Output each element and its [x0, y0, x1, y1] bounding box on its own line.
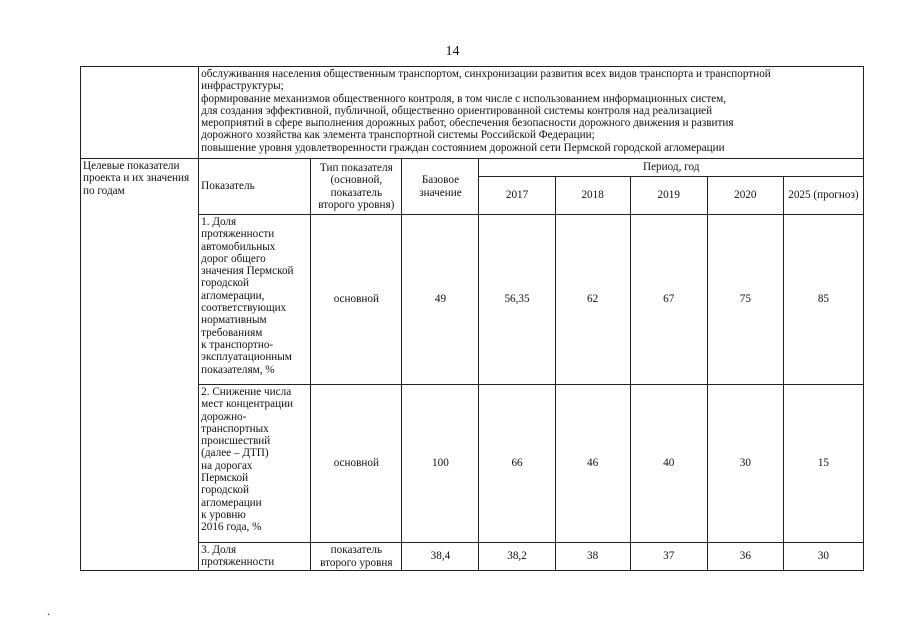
indicator-name-line: Пермской	[201, 472, 249, 485]
indicator-name-cell	[199, 385, 311, 543]
table-row	[81, 385, 864, 543]
indicator-value-2025: 15	[783, 385, 863, 543]
indicator-base-value: 49	[402, 215, 479, 385]
indicator-name-line: показателям, %	[201, 363, 275, 376]
indicator-name-line: к уровню	[201, 508, 246, 521]
indicator-base-value: 38,4	[402, 543, 479, 571]
indicator-name-line: значения Пермской	[201, 265, 294, 278]
indicator-name-line: протяженности	[201, 228, 275, 241]
indicator-name-line: городской	[201, 277, 250, 290]
indicator-type: показатель второго уровня	[311, 543, 402, 571]
intro-line: мероприятий в сфере выполнения дорожных работ, обеспечения безопасности дорожного движения и развития	[201, 117, 734, 130]
page-number: 14	[445, 44, 460, 59]
indicator-name-line: к транспортно-	[201, 338, 274, 351]
indicator-name-line: 3. Доля	[201, 544, 237, 556]
indicator-value-2019: 67	[630, 215, 707, 385]
indicator-value-2019: 40	[630, 385, 707, 543]
indicator-value-2020: 36	[707, 543, 783, 571]
indicator-value-2018: 62	[555, 215, 630, 385]
intro-line: инфраструктуры;	[201, 80, 284, 93]
intro-line: обслуживания населения общественным транспортом, синхронизации развития всех видов транспорта и транспортной	[201, 68, 771, 80]
indicator-value-2020: 75	[707, 215, 783, 385]
indicator-type: основной	[311, 385, 402, 543]
indicator-value-2025: 30	[783, 543, 863, 571]
target-indicators-table	[80, 66, 864, 571]
intro-line: для создания эффективной, публичной, общественно ориентированной системы контроля над реализацией	[201, 104, 713, 117]
indicator-value-2017: 66	[479, 385, 555, 543]
intro-empty-cell	[81, 67, 199, 159]
indicator-base-value: 100	[402, 385, 479, 543]
indicator-value-2019: 37	[630, 543, 707, 571]
section-label-cell	[81, 159, 199, 571]
header-type: Тип показателя (основной, показатель второго уровня)	[311, 159, 402, 215]
indicator-name-line: мест концентрации	[201, 398, 294, 411]
section-label: Целевые показатели проекта и их значения по годам	[83, 160, 190, 197]
table-row	[81, 215, 864, 385]
indicator-name-line: дорожно-	[201, 410, 247, 423]
indicator-name-line: транспортных	[201, 422, 269, 435]
intro-line: повышение уровня удовлетворенности граждан состоянием дорожной сети Пермской городской агломерации	[201, 141, 725, 154]
header-period: Период, год	[479, 159, 864, 177]
intro-row	[81, 67, 864, 159]
intro-text-cell	[199, 67, 864, 159]
indicator-name-line: требованиям	[201, 326, 263, 339]
indicator-value-2018: 46	[555, 385, 630, 543]
indicator-name-line: протяженности	[201, 556, 275, 569]
indicator-name-line: 2. Снижение числа	[201, 386, 292, 398]
indicator-name-line: на дорогах	[201, 459, 253, 472]
indicator-value-2018: 38	[555, 543, 630, 571]
indicator-value-2017: 38,2	[479, 543, 555, 571]
indicator-name-line: агломерации,	[201, 289, 265, 302]
footer-mark: .	[47, 604, 50, 618]
header-year-2017: 2017	[479, 177, 555, 215]
indicator-value-2017: 56,35	[479, 215, 555, 385]
header-year-2020: 2020	[707, 177, 783, 215]
indicator-name-line: (далее – ДТП)	[201, 447, 269, 460]
indicator-value-2020: 30	[707, 385, 783, 543]
indicator-name-line: автомобильных	[201, 240, 276, 253]
indicator-name-line: городской	[201, 484, 250, 497]
header-base: Базовое значение	[402, 159, 479, 215]
indicator-value-2025: 85	[783, 215, 863, 385]
indicator-name-line: 1. Доля	[201, 216, 237, 228]
intro-line: дорожного хозяйства как элемента транспортной системы Российской Федерации;	[201, 129, 595, 142]
indicator-name-line: нормативным	[201, 314, 267, 327]
header-year-2019: 2019	[630, 177, 707, 215]
indicator-name-cell	[199, 215, 311, 385]
intro-line: формирование механизмов общественного контроля, в том числе с использованием информационных систем,	[201, 92, 727, 105]
indicator-name-line: агломерации	[201, 496, 262, 509]
indicator-name-line: происшествий	[201, 435, 271, 448]
table-row	[81, 543, 864, 571]
header-indicator: Показатель	[199, 159, 311, 215]
header-year-2025: 2025 (прогноз)	[783, 177, 863, 215]
indicator-name-line: соответствующих	[201, 302, 287, 315]
indicator-name-line: эксплуатационным	[201, 351, 292, 364]
indicator-name-line: 2016 года, %	[201, 521, 262, 534]
indicator-name-cell	[199, 543, 311, 571]
indicator-type: основной	[311, 215, 402, 385]
indicator-name-line: дорог общего	[201, 252, 266, 265]
header-year-2018: 2018	[555, 177, 630, 215]
header-row-1	[81, 159, 864, 177]
